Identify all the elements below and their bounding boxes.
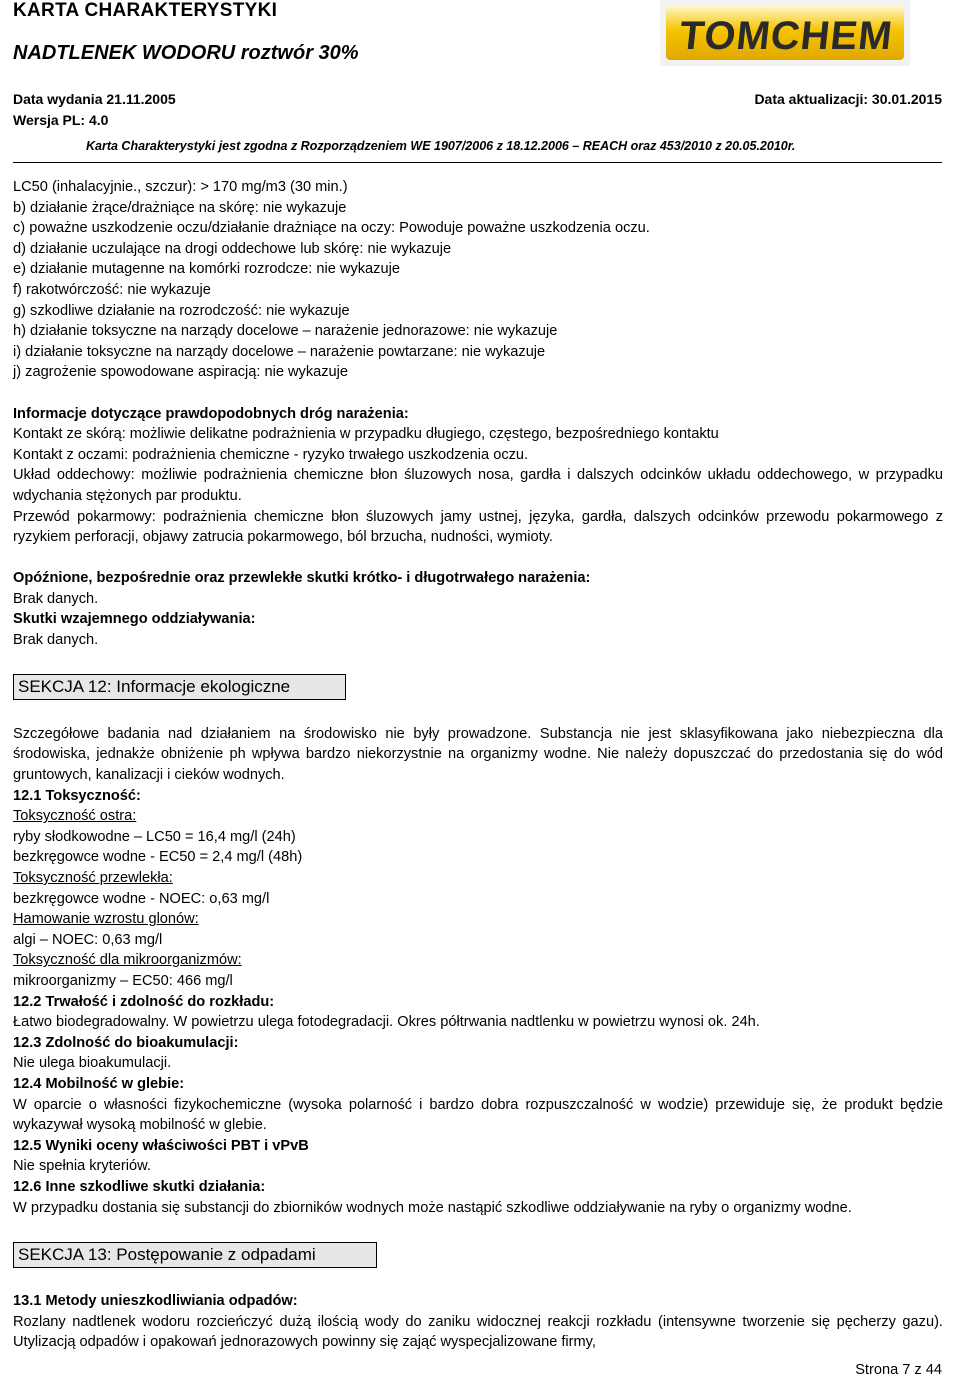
version: Wersja PL: 4.0 (13, 112, 109, 128)
acute-toxicity-label: Toksyczność ostra: (13, 808, 137, 825)
update-date: Data aktualizacji: 30.01.2015 (754, 91, 942, 107)
regulation-note: Karta Charakterystyki jest zgodna z Rozporządzeniem WE 1907/2006 z 18.12.2006 – REACH oraz 453/2010 z 20.05.2010r. (86, 139, 796, 153)
company-logo (660, 0, 910, 66)
subsection-12-1-heading: 12.1 Toksyczność: (13, 787, 141, 804)
exposure-heading: Informacje dotyczące prawdopodobnych dróg narażenia: (13, 405, 409, 422)
subsection-12-5-heading: 12.5 Wyniki oceny właściwości PBT i vPvB (13, 1137, 309, 1154)
subsection-12-6-text: W przypadku dostania się substancji do zbiorników wodnych może nastąpić szkodliwe oddziaływanie na ryby o organizmy wodne. (13, 1199, 852, 1216)
exposure-eyes: Kontakt z oczami: podrażnienia chemiczne - ryzyko trwałego uszkodzenia oczu. (13, 446, 529, 463)
exposure-skin: Kontakt ze skórą: możliwie delikatne podrażnienia w przypadku długiego, częstego, bezpośredniego kontaktu (13, 426, 719, 443)
subsection-12-2-heading: 12.2 Trwałość i zdolność do rozkładu: (13, 993, 275, 1010)
section-13-title: SEKCJA 13: Postępowanie z odpadami (13, 1242, 377, 1268)
microorganism-toxicity-label: Toksyczność dla mikroorganizmów: (13, 952, 242, 969)
tox-line: c) poważne uszkodzenie oczu/działanie drażniące na oczy: Powoduje poważne uszkodzenia oczu. (13, 220, 650, 237)
delayed-effects-text: Brak danych. (13, 590, 99, 607)
page-number: Strona 7 z 44 (855, 1362, 942, 1378)
algae-growth-label: Hamowanie wzrostu glonów: (13, 911, 199, 928)
tox-line: g) szkodliwe działanie na rozrodczość: nie wykazuje (13, 302, 350, 319)
tox-line: j) zagrożenie spowodowane aspiracją: nie wykazuje (13, 364, 349, 381)
exposure-digestive: Przewód pokarmowy: podrażnienia chemiczne błon śluzowych jamy ustnej, języka, gardła, dalszych odcinków przewodu pokarmowego z ryzykiem perforacji, objawy zatrucia pokarmowego, ból brzucha, nudności, wymioty. (13, 508, 943, 546)
subsection-12-2-text: Łatwo biodegradowalny. W powietrzu ulega fotodegradacji. Okres półtrwania nadtlenku w powietrzu wynosi ok. 24h. (13, 1014, 760, 1031)
subsection-12-6-heading: 12.6 Inne szkodliwe skutki działania: (13, 1178, 266, 1195)
interaction-text: Brak danych. (13, 632, 99, 649)
subsection-12-5-text: Nie spełnia kryteriów. (13, 1158, 151, 1175)
subsection-13-1-text: Rozlany nadtlenek wodoru rozcieńczyć dużą ilością wody do zaniku widocznej reakcji rozkładu (intensywne tworzenie się pęcherzy gazu). Utylizacją odpadów i opakowań jednorazowych powinny się zająć wyspecjalizowane firmy, (13, 1313, 943, 1351)
interaction-heading: Skutki wzajemnego oddziaływania: (13, 611, 256, 628)
header-divider (13, 162, 942, 163)
issue-date: Data wydania 21.11.2005 (13, 91, 176, 107)
document-type: KARTA CHARAKTERYSTYKI (13, 0, 278, 21)
subsection-12-3-text: Nie ulega bioakumulacji. (13, 1055, 172, 1072)
chronic-toxicity-label: Toksyczność przewlekła: (13, 870, 173, 886)
product-name: NADTLENEK WODORU roztwór 30% (13, 42, 359, 64)
tox-line: f) rakotwórczość: nie wykazuje (13, 281, 211, 298)
tox-line: LC50 (inhalacyjnie., szczur): > 170 mg/m3 (30 min.) (13, 179, 348, 195)
tox-line: i) działanie toksyczne na narządy docelowe – narażenie powtarzane: nie wykazuje (13, 343, 546, 360)
subsection-13-1-heading: 13.1 Metody unieszkodliwiania odpadów: (13, 1293, 298, 1310)
microorganism-toxicity-value: mikroorganizmy – EC50: 466 mg/l (13, 972, 233, 989)
tox-line: d) działanie uczulające na drogi oddechowe lub skórę: nie wykazuje (13, 240, 452, 257)
document-body (13, 177, 943, 1353)
delayed-effects-heading: Opóźnione, bezpośrednie oraz przewlekłe skutki krótko- i długotrwałego narażenia: (13, 570, 591, 587)
tox-line: e) działanie mutagenne na komórki rozrodcze: nie wykazuje (13, 261, 400, 278)
exposure-respiratory: Układ oddechowy: możliwie podrażnienia chemiczne błon śluzowych nosa, gardła i dalszych odcinków układu oddechowego, w przypadku wdychania stężonych par produktu. (13, 467, 943, 504)
chronic-toxicity-value: bezkręgowce wodne - NOEC: o,63 mg/l (13, 890, 270, 907)
acute-toxicity-fish: ryby słodkowodne – LC50 = 16,4 mg/l (24h) (13, 828, 296, 845)
tox-line: b) działanie żrące/drażniące na skórę: nie wykazuje (13, 199, 347, 216)
subsection-12-4-heading: 12.4 Mobilność w glebie: (13, 1075, 185, 1092)
section-12-intro: Szczegółowe badania nad działaniem na środowisko nie były prowadzone. Substancja nie jest sklasyfikowana jako niebezpieczna dla środowiska, jednakże obniżenie ph wpływa bardzo niekorzystnie na organizmy wodne. Nie należy dopuszczać do przedostania się do wód gruntowych, kanalizacji i cieków wodnych. (13, 725, 943, 784)
section-12-title: SEKCJA 12: Informacje ekologiczne (13, 674, 346, 700)
algae-growth-value: algi – NOEC: 0,63 mg/l (13, 931, 163, 948)
subsection-12-4-text: W oparcie o własności fizykochemiczne (wysoka polarność i bardzo dobra rozpuszczalność w wodzie) przewiduje się, że produkt będzie wykazywał wysoką mobilność w glebie. (13, 1096, 943, 1134)
svg-text:TOMCHEM: TOMCHEM (677, 14, 895, 58)
acute-toxicity-invertebrates: bezkręgowce wodne - EC50 = 2,4 mg/l (48h) (13, 849, 303, 866)
tomchem-logo-icon (660, 0, 910, 66)
tox-line: h) działanie toksyczne na narządy docelowe – narażenie jednorazowe: nie wykazuje (13, 323, 558, 340)
subsection-12-3-heading: 12.3 Zdolność do bioakumulacji: (13, 1034, 239, 1051)
